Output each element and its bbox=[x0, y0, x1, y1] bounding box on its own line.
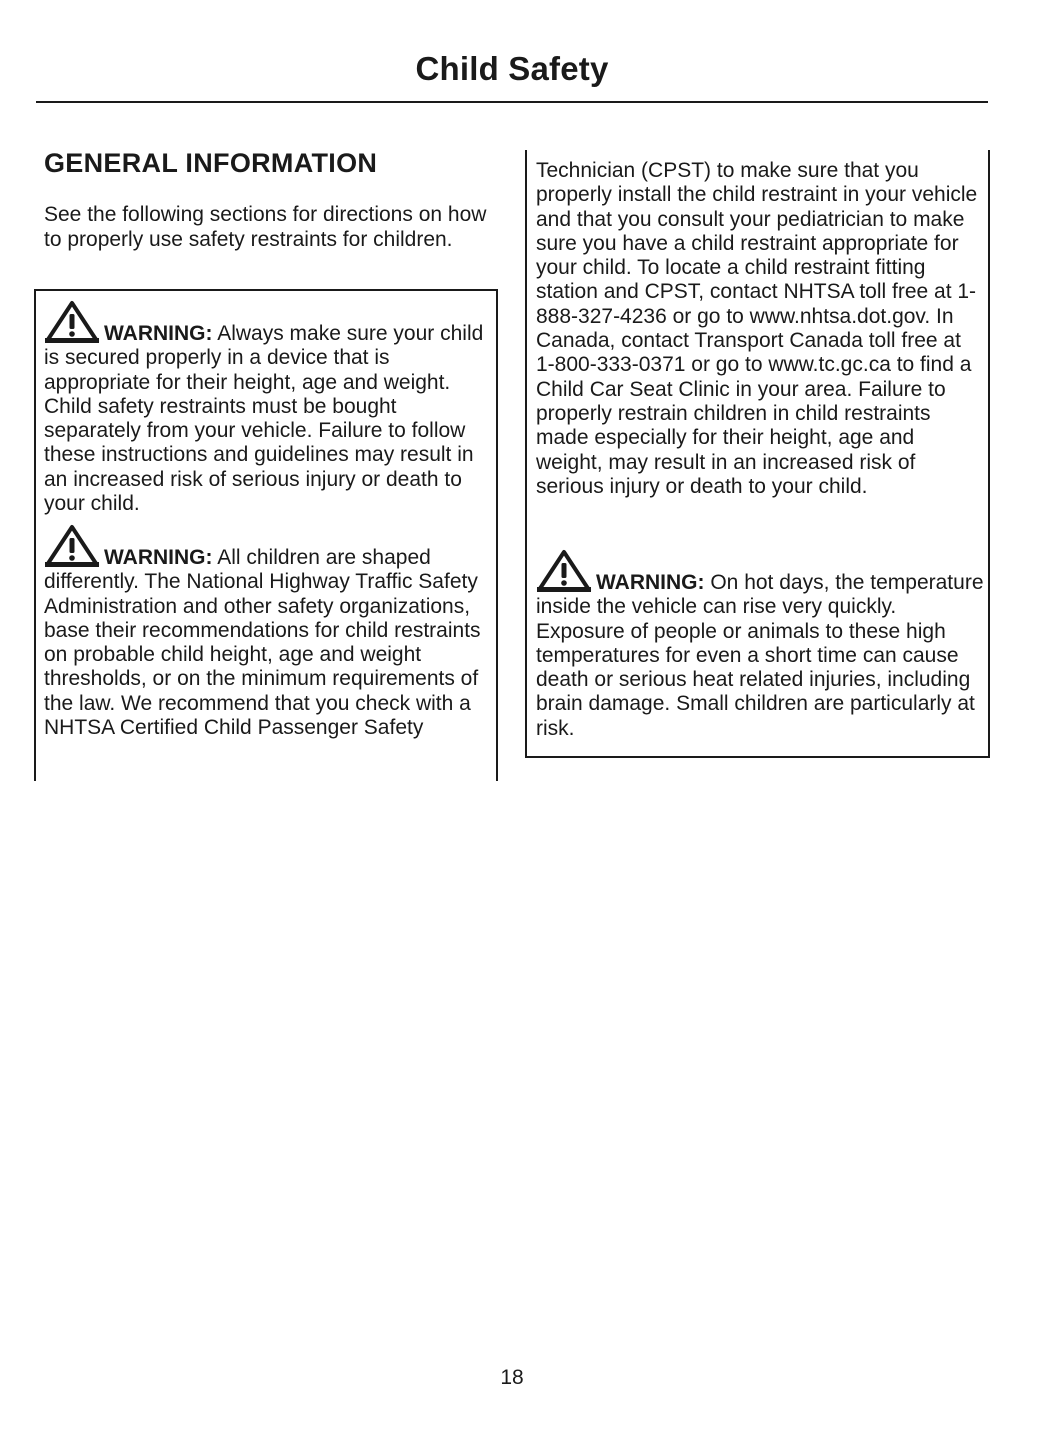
warning-1-label: WARNING: bbox=[104, 322, 213, 345]
warning-2-text: All children are shaped differently. The National Highway Traffic Safety Administration and other safety organizations, base their recommendations for child restraints on probable child height, age and weight thresholds, or on the minimum requirements of the law. We recommend that you check with a NHTSA Certified Child Passenger Safety bbox=[44, 546, 481, 740]
warning-triangle-icon bbox=[536, 549, 592, 593]
warning-3-label: WARNING: bbox=[596, 571, 705, 594]
section-heading: GENERAL INFORMATION bbox=[44, 148, 378, 178]
page-number: 18 bbox=[500, 1366, 524, 1389]
warning-3 bbox=[536, 549, 984, 741]
left-column bbox=[44, 148, 500, 252]
warning-triangle-icon bbox=[44, 300, 100, 344]
intro-paragraph: See the following sections for directions on how to properly use safety restraints for children. bbox=[44, 203, 487, 251]
warning-2-continued: Technician (CPST) to make sure that you properly install the child restraint in your vehicle and that you consult your pediatrician to make sure you have a child restraint appropriate for your child. To locate a child restraint fitting station and CPST, contact NHTSA toll free at 1-888-327-4236 or go to www.nhtsa.dot.gov. In Canada, contact Transport Canada toll free at 1-800-333-0371 or go to www.tc.gc.ca to find a Child Car Seat Clinic in your area. Failure to properly restrain children in child restraints made especially for their height, age and weight, may result in an increased risk of serious injury or death to your child. bbox=[536, 159, 978, 498]
warning-1-text: Always make sure your child is secured properly in a device that is appropriate for their height, age and weight. Child safety restraints must be bought separately from your vehicle. Failure to follow these instructions and guidelines may result in an increased risk of serious injury or death to your child. bbox=[44, 322, 484, 516]
warning-2 bbox=[44, 524, 494, 740]
warning-triangle-icon bbox=[44, 524, 100, 568]
warning-1 bbox=[44, 300, 492, 516]
warning-2-label: WARNING: bbox=[104, 546, 213, 569]
page-title: Child Safety bbox=[415, 50, 609, 87]
title-divider bbox=[36, 101, 988, 103]
warning-3-text: On hot days, the temperature inside the vehicle can rise very quickly. Exposure of people or animals to these high temperatures for even a short time can cause death or serious heat related injuries, including brain damage. Small children are particularly at risk. bbox=[536, 571, 984, 740]
